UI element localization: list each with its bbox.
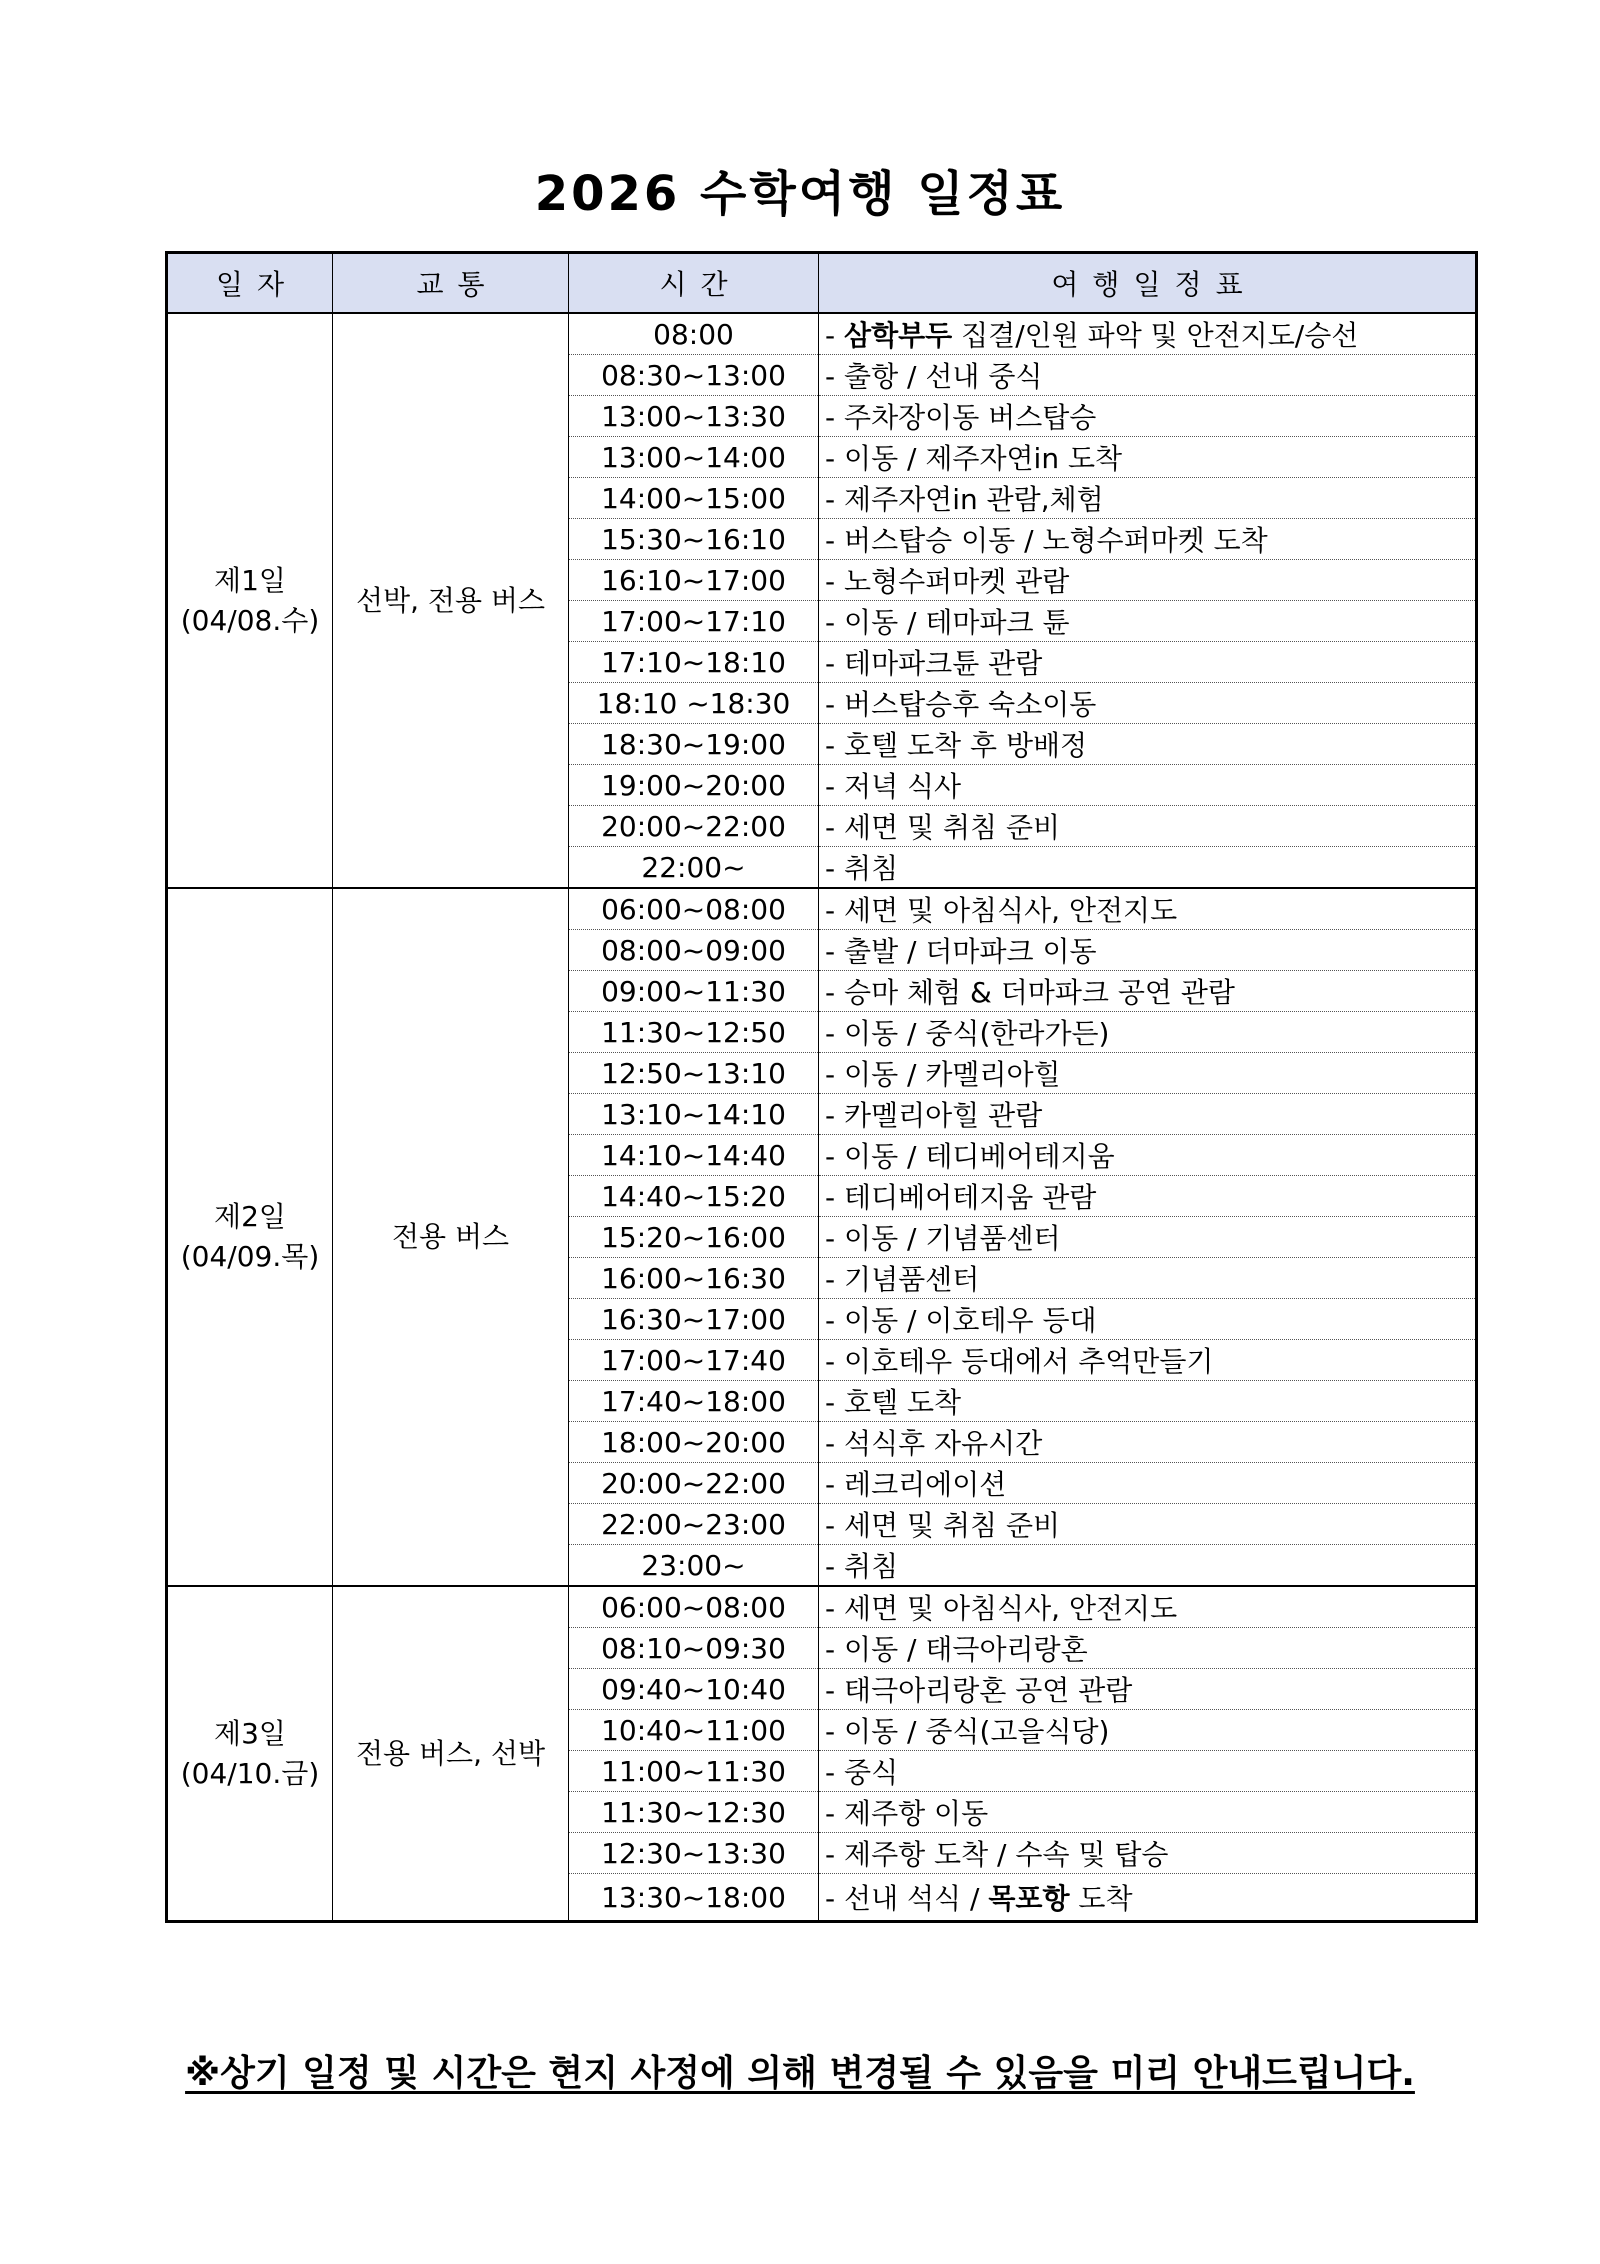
activity-cell: - 이동 / 테디베어테지움 [819,1135,1477,1176]
activity-cell: - 버스탑승후 숙소이동 [819,683,1477,724]
day-label: 제3일 [214,1716,286,1750]
time-cell: 09:40~10:40 [569,1669,819,1710]
activity-cell: - 세면 및 취침 준비 [819,806,1477,847]
time-cell: 15:20~16:00 [569,1217,819,1258]
activity-cell: - 이동 / 중식(고을식당) [819,1710,1477,1751]
day-date: (04/10.금) [180,1756,320,1790]
time-cell: 13:30~18:00 [569,1874,819,1922]
itinerary-body [167,313,1477,1922]
activity-text: 테마파크튠 관람 [844,647,1043,680]
activity-cell: - 호텔 도착 [819,1381,1477,1422]
activity-cell: - 기념품센터 [819,1258,1477,1299]
time-cell: 18:00~20:00 [569,1422,819,1463]
activity-text: 세면 및 취침 준비 [844,811,1061,844]
activity-cell: - 제주항 이동 [819,1792,1477,1833]
activity-text: 이동 / 테디베어테지움 [844,1140,1115,1173]
activity-cell: - 세면 및 아침식사, 안전지도 [819,1586,1477,1628]
time-cell: 13:00~13:30 [569,396,819,437]
time-cell: 13:10~14:10 [569,1094,819,1135]
activity-cell: - 이동 / 이호테우 등대 [819,1299,1477,1340]
time-cell: 12:50~13:10 [569,1053,819,1094]
activity-cell: - 승마 체험 & 더마파크 공연 관람 [819,971,1477,1012]
activity-text: 제주항 이동 [844,1797,989,1830]
activity-text: 이동 / 기념품센터 [844,1222,1061,1255]
activity-text: 태극아리랑혼 공연 관람 [844,1674,1133,1707]
activity-cell: - 노형수퍼마켓 관람 [819,560,1477,601]
activity-text: 제주자연in 관람,체험 [844,483,1104,516]
time-cell: 20:00~22:00 [569,806,819,847]
activity-cell: - 이동 / 태극아리랑혼 [819,1628,1477,1669]
transport-cell: 전용 버스 [333,888,569,1586]
activity-text-after: 도착 [1069,1882,1133,1915]
page-title: 2026 수학여행 일정표 [534,166,1066,222]
time-cell: 13:00~14:00 [569,437,819,478]
time-cell: 22:00~23:00 [569,1504,819,1545]
table-row [167,313,1477,355]
activity-text: 중식 [844,1756,899,1789]
activity-text: 이동 / 테마파크 튠 [844,606,1070,639]
day-cell [167,888,333,1586]
activity-cell: - 취침 [819,847,1477,889]
table-row [167,888,1477,930]
activity-text: 석식후 자유시간 [844,1427,1043,1460]
activity-cell: - 이동 / 카멜리아힐 [819,1053,1477,1094]
time-cell: 22:00~ [569,847,819,889]
day-label: 제2일 [214,1200,286,1233]
time-cell: 08:00~09:00 [569,930,819,971]
time-cell: 08:10~09:30 [569,1628,819,1669]
header-time: 시간 [569,253,819,314]
activity-text: 이동 / 이호테우 등대 [844,1304,1097,1337]
activity-cell: - 저녁 식사 [819,765,1477,806]
activity-text: 제주항 도착 / 수속 및 탑승 [844,1838,1169,1871]
time-cell: 18:30~19:00 [569,724,819,765]
activity-text: 집결/인원 파악 및 안전지도/승선 [952,319,1359,352]
time-cell: 14:10~14:40 [569,1135,819,1176]
header-day: 일자 [167,253,333,314]
activity-text: 취침 [844,1550,899,1583]
time-cell: 17:10∼18:10 [569,642,819,683]
activity-text: 이동 / 태극아리랑혼 [844,1633,1088,1666]
activity-cell: - 카멜리아힐 관람 [819,1094,1477,1135]
activity-cell: - 삼학부두 집결/인원 파악 및 안전지도/승선 [819,313,1477,355]
time-cell: 11:30~12:30 [569,1792,819,1833]
activity-cell: - 세면 및 아침식사, 안전지도 [819,888,1477,930]
time-cell: 17:00~17:40 [569,1340,819,1381]
activity-cell: - 테디베어테지움 관람 [819,1176,1477,1217]
activity-text: 카멜리아힐 관람 [844,1099,1043,1132]
table-header-row [167,253,1477,314]
activity-text: 취침 [844,852,899,885]
time-cell: 18:10 ~18:30 [569,683,819,724]
header-activity: 여행일정표 [819,253,1477,314]
activity-cell: - 세면 및 취침 준비 [819,1504,1477,1545]
activity-cell: - 제주항 도착 / 수속 및 탑승 [819,1833,1477,1874]
activity-text: 선내 석식 / [844,1882,989,1915]
time-cell: 08:00 [569,313,819,355]
activity-text: 노형수퍼마켓 관람 [844,565,1070,598]
activity-text: 세면 및 아침식사, 안전지도 [844,894,1178,927]
activity-cell: - 출발 / 더마파크 이동 [819,930,1477,971]
activity-text: 저녁 식사 [844,770,962,803]
activity-cell: - 버스탑승 이동 / 노형수퍼마켓 도착 [819,519,1477,560]
transport-cell: 선박, 전용 버스 [333,313,569,888]
time-cell: 08:30~13:00 [569,355,819,396]
activity-emphasis: 목포항 [988,1882,1070,1915]
time-cell: 20:00~22:00 [569,1463,819,1504]
time-cell: 23:00~ [569,1545,819,1587]
activity-text: 테디베어테지움 관람 [844,1181,1097,1214]
activity-cell: - 출항 / 선내 중식 [819,355,1477,396]
itinerary-table [165,251,1478,1923]
activity-text: 레크리에이션 [844,1468,1007,1501]
activity-text: 이동 / 중식(고을식당) [844,1715,1110,1748]
activity-text: 승마 체험 & 더마파크 공연 관람 [844,976,1235,1009]
day-date: (04/08.수) [180,603,320,637]
activity-text: 호텔 도착 후 방배정 [844,729,1088,762]
activity-cell: - 호텔 도착 후 방배정 [819,724,1477,765]
table-row [167,1586,1477,1628]
activity-cell: - 이동 / 중식(한라가든) [819,1012,1477,1053]
activity-cell: - 선내 석식 / 목포항 도착 [819,1874,1477,1922]
activity-cell: - 레크리에이션 [819,1463,1477,1504]
activity-cell: - 취침 [819,1545,1477,1587]
day-cell [167,313,333,888]
time-cell: 06:00~08:00 [569,1586,819,1628]
time-cell: 12:30~13:30 [569,1833,819,1874]
time-cell: 17:40~18:00 [569,1381,819,1422]
activity-text: 호텔 도착 [844,1386,962,1419]
time-cell: 09:00~11:30 [569,971,819,1012]
activity-text: 세면 및 아침식사, 안전지도 [844,1592,1178,1625]
activity-text: 이동 / 중식(한라가든) [844,1017,1110,1050]
day-cell [167,1586,333,1922]
time-cell: 14:40~15:20 [569,1176,819,1217]
activity-text: 출발 / 더마파크 이동 [844,935,1097,968]
activity-cell: - 테마파크튠 관람 [819,642,1477,683]
activity-emphasis: 삼학부두 [844,319,953,352]
time-cell: 19:00~20:00 [569,765,819,806]
activity-cell: - 이동 / 테마파크 튠 [819,601,1477,642]
time-cell: 06:00~08:00 [569,888,819,930]
time-cell: 11:30~12:50 [569,1012,819,1053]
activity-text: 이동 / 카멜리아힐 [844,1058,1061,1091]
activity-cell: - 이동 / 제주자연in 도착 [819,437,1477,478]
time-cell: 16:30~17:00 [569,1299,819,1340]
time-cell: 17:00∼17:10 [569,601,819,642]
transport-cell: 전용 버스, 선박 [333,1586,569,1922]
activity-cell: - 석식후 자유시간 [819,1422,1477,1463]
activity-cell: - 이호테우 등대에서 추억만들기 [819,1340,1477,1381]
activity-cell: - 주차장이동 버스탑승 [819,396,1477,437]
activity-cell: - 제주자연in 관람,체험 [819,478,1477,519]
activity-text: 주차장이동 버스탑승 [844,401,1097,434]
header-transport: 교통 [333,253,569,314]
activity-text: 버스탑승후 숙소이동 [844,688,1097,721]
activity-text: 세면 및 취침 준비 [844,1509,1061,1542]
activity-text: 버스탑승 이동 / 노형수퍼마켓 도착 [844,524,1268,557]
time-cell: 10:40~11:00 [569,1710,819,1751]
activity-text: 기념품센터 [844,1263,980,1296]
time-cell: 15:30~16:10 [569,519,819,560]
activity-text: 이호테우 등대에서 추억만들기 [844,1345,1214,1378]
time-cell: 16:00~16:30 [569,1258,819,1299]
activity-cell: - 중식 [819,1751,1477,1792]
day-label: 제1일 [214,563,286,597]
change-notice: ※상기 일정 및 시간은 현지 사정에 의해 변경될 수 있음을 미리 안내드립니다. [185,2053,1415,2094]
time-cell: 11:00~11:30 [569,1751,819,1792]
day-date: (04/09.목) [180,1240,320,1273]
activity-text: 출항 / 선내 중식 [844,360,1043,393]
activity-text: 이동 / 제주자연in 도착 [844,442,1123,475]
activity-cell: - 태극아리랑혼 공연 관람 [819,1669,1477,1710]
activity-cell: - 이동 / 기념품센터 [819,1217,1477,1258]
time-cell: 16:10~17:00 [569,560,819,601]
time-cell: 14:00~15:00 [569,478,819,519]
